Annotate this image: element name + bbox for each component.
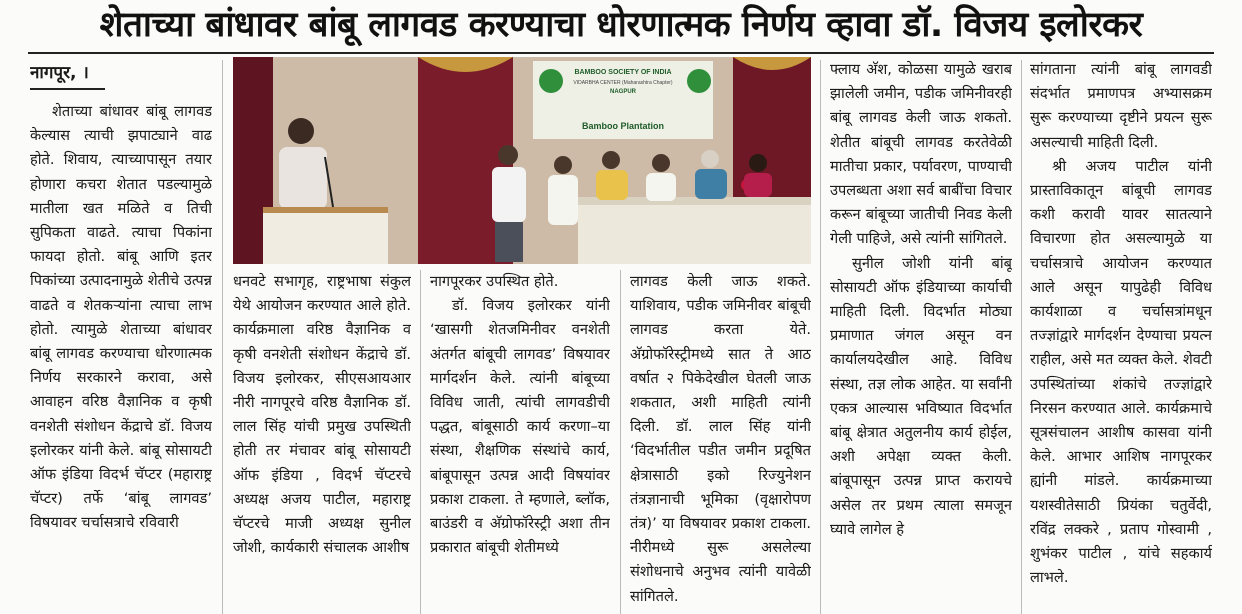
banner-line-3: NAGPUR [609,89,637,95]
article-column-3 [430,270,610,614]
headline-rule [28,52,1214,54]
article-column-4 [630,270,811,614]
event-photo-illustration [233,57,811,264]
headline: शेताच्या बांधावर बांबू लागवड करण्याचा धोरणात्मक निर्णय व्हावा डॉ. विजय इलोरकर [99,5,1143,45]
banner-line-1: BAMBOO SOCIETY OF INDIA [574,69,672,76]
event-photo [233,57,811,264]
paragraph: श्री अजय पाटील यांनी प्रास्ताविकातून बांबूची लागवड कशी करावी यावर सातत्याने विचारणा होत असल्यामुळे या चर्चासत्राचे आयोजन करण्यात आले असून यापुढेही विविध कार्यशाळा व चर्चासत्रांमधून तज्ज्ञांद्वारे मार्गदर्शन देण्याचा प्रयत्न राहील, असे मत व्यक्त केले. शेवटी उपस्थितांच्या शंकांचे तज्ज्ञांद्वारे निरसन करण्यात आले. कार्यक्रमाचे सूत्रसंचालन आशीष कासवा यांनी केले. आभार आशिष नागपूरकर ह्यांनी मांडले. कार्यक्रमाच्या यशस्वीतेसाठी प्रियंका चतुर्वेदी, रविंद्र लक्करे , प्रताप गोस्वामी , शुभंकर पाटील , यांचे सहकार्य लाभले. [1030,157,1212,587]
banner-line-2: VIDARBHA CENTER (Maharashtra Chapter) [573,80,673,86]
column-divider [420,270,421,614]
banner-line-4: Bamboo Plantation [581,121,665,131]
paragraph: नागपूरकर उपस्थित होते. [430,273,559,290]
paragraph: फ्लाय अ‍ॅश, कोळसा यामुळे खराब झालेली जमीन, पडीक जमिनीवरही बांबू लागवड केली जाऊ शकतो. शेतीत बांबूची लागवड करतेवेळी मातीचा प्रकार, पर्यावरण, पाण्याची उपलब्धता अशा सर्व बाबींचा विचार करून बांबूच्या जातीची निवड केली गेली पाहिजे, असे त्यांनी सांगितले. [830,61,1012,248]
article-column-6 [1030,58,1212,614]
paragraph: डॉ. विजय इलोरकर यांनी ‘खासगी शेतजमिनीवर वनशेती अंतर्गत बांबूची लागवड’ विषयावर मार्गदर्शन केले. त्यांनी बांबूच्या विविध जाती, त्यांची लागवडीची पद्धत, बांबूसाठी कार्य करणा–या संस्था, शैक्षणिक संस्थांचे कार्य, बांबूपासून उत्पन्न आदी विषयांवर प्रकाश टाकला. ते म्हणाले, ब्लॉक, बाउंडरी व अ‍ॅग्रोफॉरेस्ट्री अशा तीन प्रकारात बांबूची शेतीमध्ये [430,297,610,557]
dateline: नागपूर, । [30,63,89,83]
dateline-underline [30,88,105,90]
column-divider [620,270,621,614]
paragraph: सुनील जोशी यांनी बांबू सोसायटी ऑफ इंडियाच्या कार्याची माहिती दिली. विदर्भात मोठ्या प्रमाणात जंगल असून वन कार्यालयदेखील आहे. विविध संस्था, तज्ञ लोक आहेत. या सर्वांनी एकत्र आल्यास भविष्यात विदर्भात बांबू क्षेत्रात अतुलनीय कार्य होईल, अशी अपेक्षा व्यक्त केली. बांबूपासून उत्पन्न प्राप्त करायचे असेल तर प्रथम त्याला समजून घ्यावे लागेल हे [830,254,1012,538]
paragraph: सांगताना त्यांनी बांबू लागवडी संदर्भात प्रमाणपत्र अभ्यासक्रम सुरू करण्याच्या दृष्टीने प्रयत्न सुरू असल्याची माहिती दिली. [1030,61,1212,151]
article-column-2 [233,270,411,614]
paragraph: लागवड केली जाऊ शकते. याशिवाय, पडीक जमिनीवर बांबूची लागवड करता येते. अ‍ॅग्रोफॉरेस्ट्रीमध्ये सात ते आठ वर्षात २ पिकेदेखील घेतली जाऊ शकतात, अशी माहिती त्यांनी दिली. डॉ. लाल सिंह यांनी ‘विदर्भातील पडीत जमीन प्रदूषित क्षेत्रासाठी इको रिज्युनेशन तंत्रज्ञानाची भूमिका (वृक्षारोपण तंत्र)’ या विषयावर प्रकाश टाकला. नीरीमध्ये सुरू असलेल्या संशोधनाचे अनुभव त्यांनी यावेळी सांगितले. [630,273,811,605]
paragraph: शेताच्या बांधावर बांबू लागवड केल्यास त्याची झपाट्याने वाढ होते. शिवाय, त्याच्यापासून तयार होणारा कचरा शेतात पडल्यामुळे मातीला खत मळिते व तिची सुपिकता वाढते. त्याचा पिकांना फायदा होतो. बांबू आणि इतर पिकांच्या उत्पादनामुळे शेतीचे उत्पन्न वाढते व शेतकऱ्यांना त्याचा लाभ होतो. त्यामुळे शेताच्या बांधावर बांबू लागवड करण्याचा धोरणात्मक निर्णय सरकारने करावा, असे आवाहन वरिष्ठ वैज्ञानिक व कृषी वनशेती संशोधन केंद्राचे डॉ. विजय इलोरकर यांनी केले. बांबू सोसायटी ऑफ इंडिया विदर्भ चॅप्टर (महाराष्ट्र चॅप्टर) तर्फे ‘बांबू लागवड’ विषयावर चर्चासत्राचे रविवारी [30,103,212,532]
paragraph: धनवटे सभागृह, राष्ट्रभाषा संकुल येथे आयोजन करण्यात आले होते. कार्यक्रमाला वरिष्ठ वैज्ञानिक व कृषी वनशेती संशोधन केंद्राचे डॉ. विजय इलोरकर, सीएसआयआर नीरी नागपूरचे वरिष्ठ वैज्ञानिक डॉ. लाल सिंह यांची प्रमुख उपस्थिती होती तर ‍मंचावर बांबू सोसायटी ऑफ इंडिया , विदर्भ चॅप्टरचे अध्यक्ष अजय पाटील, महाराष्ट्र चॅप्टरचे माजी अध्यक्ष सुनील जोशी, कार्यकारी संचालक आशीष [233,273,411,557]
article-column-1 [30,58,212,614]
article-column-5 [830,58,1012,614]
column-divider [222,60,223,614]
column-divider [1021,60,1022,614]
column-divider [820,60,821,614]
